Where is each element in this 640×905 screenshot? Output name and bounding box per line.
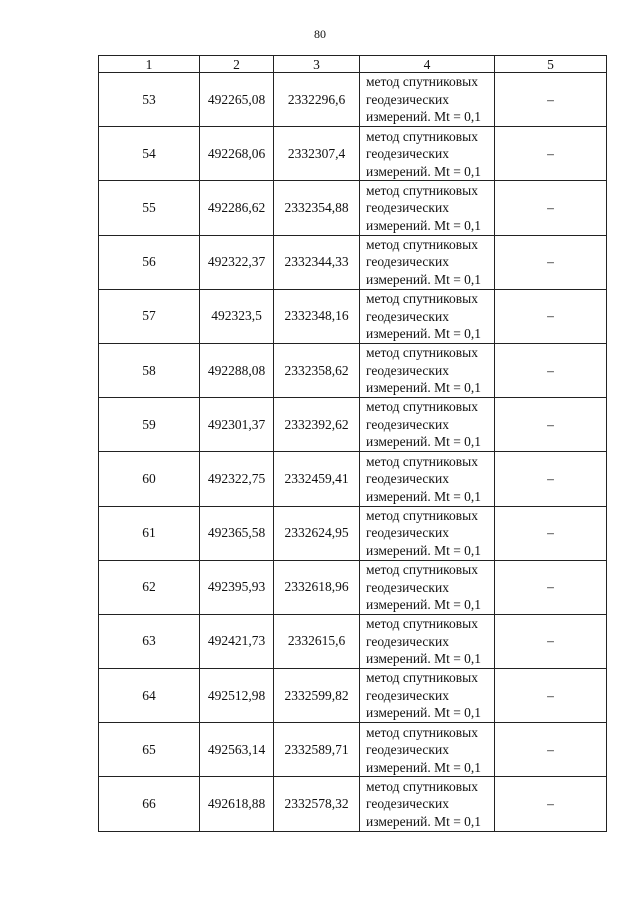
coordinate-y: 2332578,32 — [274, 777, 360, 831]
coordinate-x: 492301,37 — [200, 398, 274, 452]
measurement-method: метод спутниковых геодезических измерений. Mt = 0,1 — [360, 127, 495, 181]
measurement-method: метод спутниковых геодезических измерений. Mt = 0,1 — [360, 181, 495, 235]
coordinate-y: 2332348,16 — [274, 289, 360, 343]
coordinate-y: 2332354,88 — [274, 181, 360, 235]
coordinate-x: 492618,88 — [200, 777, 274, 831]
table-row — [99, 289, 607, 343]
table-row — [99, 560, 607, 614]
point-number: 65 — [99, 723, 200, 777]
measurement-method: метод спутниковых геодезических измерений. Mt = 0,1 — [360, 343, 495, 397]
coordinate-x: 492395,93 — [200, 560, 274, 614]
point-number: 55 — [99, 181, 200, 235]
note-cell: – — [495, 777, 607, 831]
table-row — [99, 452, 607, 506]
coordinate-x: 492323,5 — [200, 289, 274, 343]
coordinate-x: 492288,08 — [200, 343, 274, 397]
table-row — [99, 235, 607, 289]
table-row — [99, 506, 607, 560]
coordinate-y: 2332296,6 — [274, 73, 360, 127]
coordinate-x: 492286,62 — [200, 181, 274, 235]
header-row — [99, 56, 607, 73]
measurement-method: метод спутниковых геодезических измерений. Mt = 0,1 — [360, 723, 495, 777]
measurement-method: метод спутниковых геодезических измерений. Mt = 0,1 — [360, 289, 495, 343]
note-cell: – — [495, 127, 607, 181]
header-cell-2: 2 — [200, 56, 274, 73]
coordinates-table — [98, 55, 607, 832]
coordinate-x: 492268,06 — [200, 127, 274, 181]
header-cell-3: 3 — [274, 56, 360, 73]
note-cell: – — [495, 506, 607, 560]
coordinate-y: 2332589,71 — [274, 723, 360, 777]
coordinate-x: 492322,75 — [200, 452, 274, 506]
note-cell: – — [495, 289, 607, 343]
coordinate-y: 2332307,4 — [274, 127, 360, 181]
measurement-method: метод спутниковых геодезических измерений. Mt = 0,1 — [360, 235, 495, 289]
table-row — [99, 127, 607, 181]
table-row — [99, 723, 607, 777]
coordinate-y: 2332618,96 — [274, 560, 360, 614]
point-number: 66 — [99, 777, 200, 831]
table-row — [99, 398, 607, 452]
coordinate-x: 492512,98 — [200, 669, 274, 723]
table-row — [99, 73, 607, 127]
coordinate-y: 2332615,6 — [274, 614, 360, 668]
note-cell: – — [495, 452, 607, 506]
measurement-method: метод спутниковых геодезических измерений. Mt = 0,1 — [360, 777, 495, 831]
point-number: 60 — [99, 452, 200, 506]
coordinate-x: 492365,58 — [200, 506, 274, 560]
measurement-method: метод спутниковых геодезических измерений. Mt = 0,1 — [360, 506, 495, 560]
table-row — [99, 777, 607, 831]
measurement-method: метод спутниковых геодезических измерений. Mt = 0,1 — [360, 614, 495, 668]
note-cell: – — [495, 614, 607, 668]
note-cell: – — [495, 669, 607, 723]
coordinate-y: 2332459,41 — [274, 452, 360, 506]
point-number: 59 — [99, 398, 200, 452]
note-cell: – — [495, 560, 607, 614]
note-cell: – — [495, 235, 607, 289]
coordinate-y: 2332624,95 — [274, 506, 360, 560]
note-cell: – — [495, 398, 607, 452]
header-cell-4: 4 — [360, 56, 495, 73]
point-number: 53 — [99, 73, 200, 127]
point-number: 57 — [99, 289, 200, 343]
point-number: 54 — [99, 127, 200, 181]
coordinate-y: 2332599,82 — [274, 669, 360, 723]
point-number: 58 — [99, 343, 200, 397]
coordinate-x: 492322,37 — [200, 235, 274, 289]
header-cell-5: 5 — [495, 56, 607, 73]
measurement-method: метод спутниковых геодезических измерений. Mt = 0,1 — [360, 73, 495, 127]
header-cell-1: 1 — [99, 56, 200, 73]
measurement-method: метод спутниковых геодезических измерений. Mt = 0,1 — [360, 560, 495, 614]
note-cell: – — [495, 723, 607, 777]
coordinate-x: 492265,08 — [200, 73, 274, 127]
point-number: 56 — [99, 235, 200, 289]
coordinate-x: 492563,14 — [200, 723, 274, 777]
table-row — [99, 343, 607, 397]
measurement-method: метод спутниковых геодезических измерений. Mt = 0,1 — [360, 452, 495, 506]
coordinate-y: 2332344,33 — [274, 235, 360, 289]
measurement-method: метод спутниковых геодезических измерений. Mt = 0,1 — [360, 669, 495, 723]
table-header — [99, 56, 607, 73]
point-number: 63 — [99, 614, 200, 668]
page-number: 80 — [314, 27, 326, 41]
coordinate-y: 2332392,62 — [274, 398, 360, 452]
measurement-method: метод спутниковых геодезических измерений. Mt = 0,1 — [360, 398, 495, 452]
point-number: 62 — [99, 560, 200, 614]
table-row — [99, 669, 607, 723]
coordinate-x: 492421,73 — [200, 614, 274, 668]
note-cell: – — [495, 73, 607, 127]
table-body — [99, 73, 607, 832]
note-cell: – — [495, 343, 607, 397]
table-row — [99, 614, 607, 668]
coordinate-y: 2332358,62 — [274, 343, 360, 397]
note-cell: – — [495, 181, 607, 235]
table-row — [99, 181, 607, 235]
point-number: 64 — [99, 669, 200, 723]
point-number: 61 — [99, 506, 200, 560]
